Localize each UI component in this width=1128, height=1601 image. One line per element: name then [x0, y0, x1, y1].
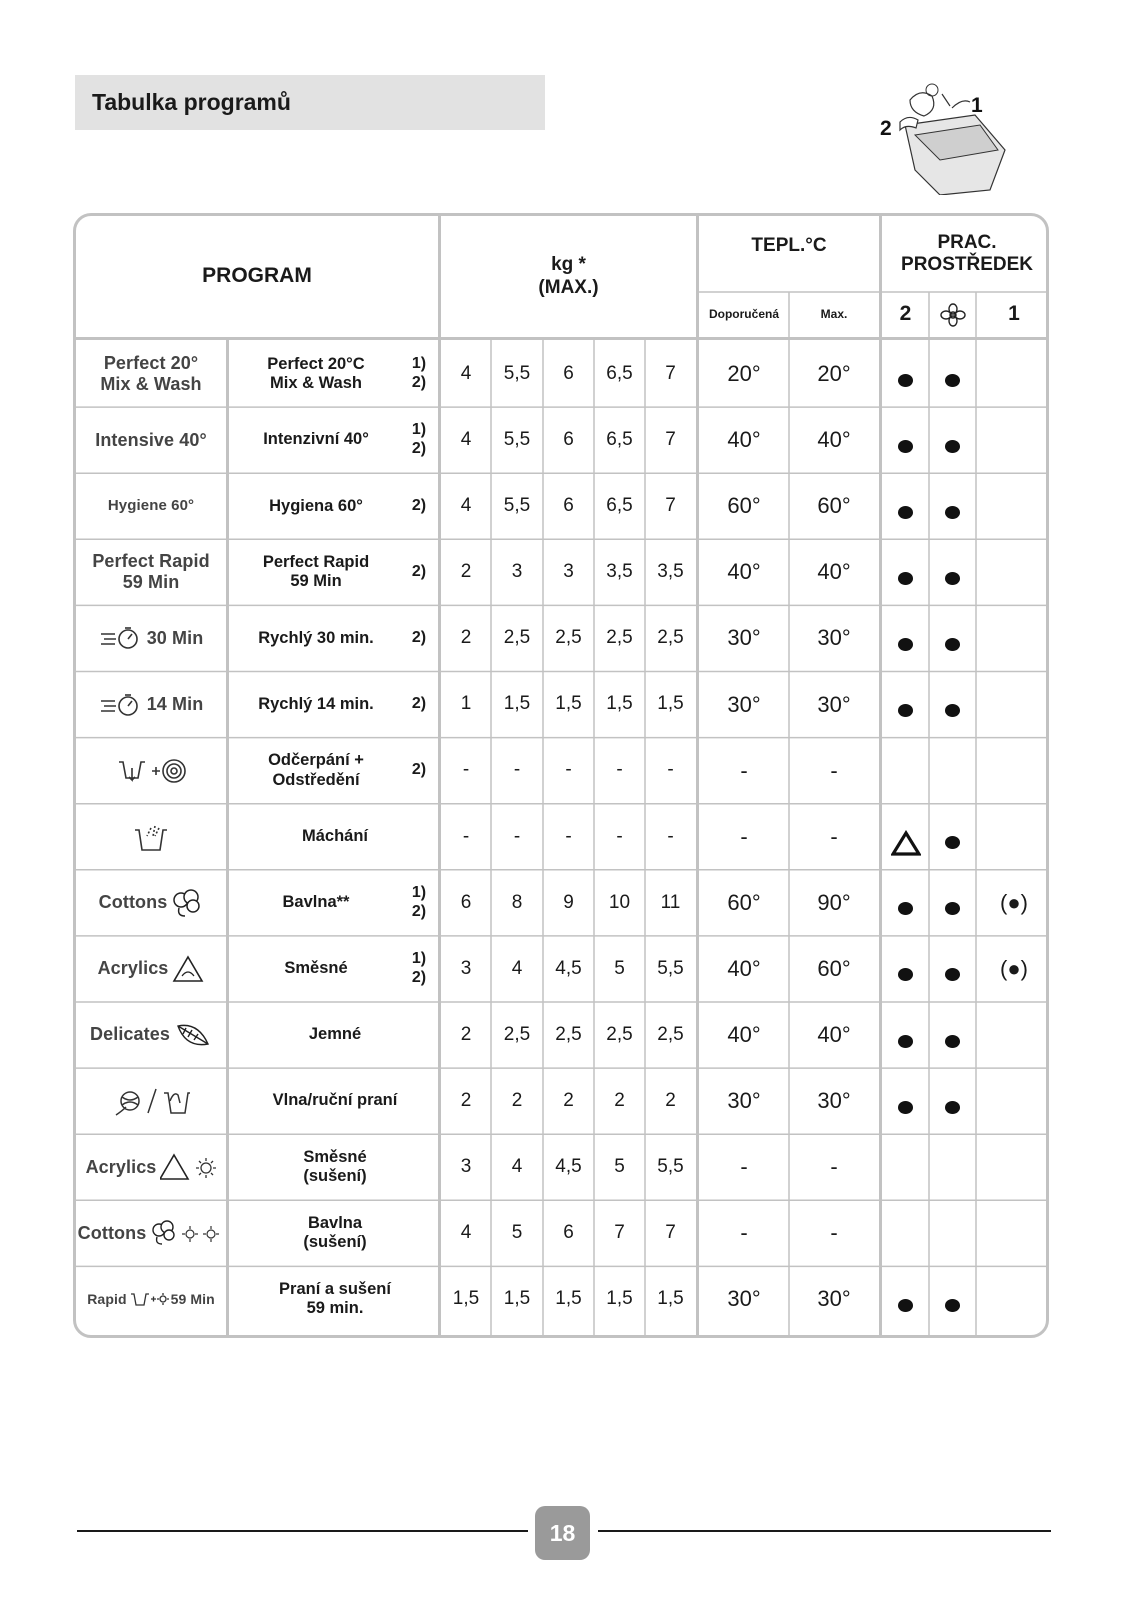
- temp-recommended: 40°: [727, 1022, 761, 1048]
- compartment-1-mark: [976, 1201, 1049, 1265]
- compartment-softener-mark: [929, 480, 976, 544]
- program-label: Acrylics: [85, 1156, 157, 1177]
- kg-value-2: 2: [511, 1089, 523, 1111]
- program-icon-label: [76, 1201, 226, 1265]
- compartment-1-mark: [976, 805, 1049, 869]
- compartment-2-mark: [882, 811, 929, 875]
- compartment-softener-mark: [929, 1141, 976, 1205]
- compartment-2-mark: [882, 1273, 929, 1337]
- rinse-icon: [131, 820, 171, 854]
- kg-value-1: -: [462, 825, 470, 847]
- temp-recommended: 60°: [727, 493, 761, 519]
- compartment-2-mark: [882, 943, 929, 1007]
- kg-value-1: 4: [460, 1222, 472, 1244]
- detergent-dot: [945, 836, 960, 849]
- program-name: Rychlý 30 min.: [258, 628, 374, 647]
- program-name: Bavlna**: [282, 893, 350, 912]
- kg-value-1: 4: [460, 362, 472, 384]
- temp-max: -: [830, 1154, 838, 1180]
- program-icon-label: [76, 606, 226, 670]
- compartment-softener-mark: [929, 348, 976, 412]
- kg-value-3: 3: [563, 561, 574, 583]
- kg-value-1: 3: [460, 957, 472, 979]
- program-label: Delicates: [90, 1024, 170, 1045]
- program-footnote: 2): [411, 629, 427, 646]
- detergent-header: PRAC. PROSTŘEDEK: [901, 231, 1033, 275]
- kg-value-4: 7: [614, 1222, 625, 1244]
- program-label-suffix: 59 Min: [170, 1291, 215, 1308]
- kg-value-4: 2,5: [606, 627, 633, 649]
- program-label: Rapid: [87, 1291, 127, 1308]
- detergent-dot: [898, 968, 913, 981]
- compartment-1-mark: (●): [1000, 889, 1028, 915]
- compartment-softener-mark: [929, 1207, 976, 1271]
- compartment-2-mark: [882, 1207, 929, 1271]
- kg-value-2: 5,5: [503, 428, 531, 450]
- kg-value-3: -: [565, 759, 572, 781]
- drain-spin-icon: [116, 754, 186, 788]
- temp-max: 40°: [817, 427, 851, 453]
- kg-value-3: -: [565, 825, 572, 847]
- compartment-1-header: 1: [1008, 302, 1020, 326]
- kg-value-2: 1,5: [503, 1288, 531, 1310]
- program-footnote: 1) 2): [411, 421, 427, 458]
- detergent-dot: [945, 902, 960, 915]
- wool-handwash-icon: [112, 1083, 190, 1119]
- temp-recommended: 40°: [727, 955, 761, 981]
- flower-icon: [939, 303, 967, 327]
- kg-value-4: 5: [614, 957, 625, 979]
- program-icon-label: Perfect 20° Mix & Wash: [100, 352, 202, 395]
- kg-value-1: 2: [460, 1089, 472, 1111]
- detergent-dot: [898, 638, 913, 651]
- kg-value-1: 2: [460, 561, 472, 583]
- compartment-softener-mark: [929, 414, 976, 478]
- kg-value-5: 7: [665, 1222, 676, 1244]
- compartment-1-mark: [976, 739, 1049, 803]
- temp-recommended: 30°: [727, 1286, 761, 1312]
- program-name: Hygiena 60°: [269, 496, 363, 515]
- program-footnote: 2): [411, 562, 427, 580]
- kg-value-5: 7: [665, 428, 676, 450]
- kg-value-4: 6,5: [606, 495, 633, 517]
- compartment-1-mark: [976, 540, 1049, 604]
- kg-value-3: 4,5: [555, 1156, 582, 1178]
- kg-value-5: 11: [660, 891, 681, 913]
- compartment-softener-mark: [929, 811, 976, 875]
- compartment-softener-mark: [929, 612, 976, 676]
- detergent-dot: [898, 1101, 913, 1114]
- compartment-2-mark: [882, 348, 929, 412]
- acrylics-dry-icon: [160, 1152, 216, 1182]
- temp-recommended: -: [740, 1220, 748, 1246]
- temp-recommended-header: Doporučená: [708, 307, 779, 322]
- kg-value-1: 3: [460, 1156, 472, 1178]
- kg-value-3: 6: [563, 1222, 574, 1244]
- compartment-1-mark: [976, 1003, 1049, 1067]
- detergent-drawer-illustration: [880, 80, 1030, 195]
- kg-value-2: 5,5: [503, 495, 531, 517]
- detergent-dot: [898, 1035, 913, 1048]
- kg-value-5: 3,5: [657, 561, 684, 583]
- program-name: Bavlna (sušení): [303, 1213, 367, 1252]
- detergent-dot: [945, 374, 960, 387]
- detergent-dot: [945, 572, 960, 585]
- program-name: Intenzivní 40°: [263, 430, 369, 449]
- compartment-1-mark: [976, 673, 1049, 737]
- program-icon-label: [76, 1267, 226, 1331]
- kg-value-1: 2: [460, 627, 472, 649]
- kg-value-5: 7: [665, 495, 676, 517]
- kg-value-4: 1,5: [606, 693, 633, 715]
- program-label: Cottons: [98, 892, 168, 913]
- temp-max: 60°: [817, 493, 851, 519]
- kg-value-3: 9: [563, 891, 574, 913]
- quick-wash-icon: [99, 625, 143, 651]
- kg-value-2: -: [513, 759, 521, 781]
- kg-value-3: 2,5: [555, 627, 582, 649]
- kg-value-2: 1,5: [503, 693, 531, 715]
- program-table: [73, 213, 1049, 1338]
- program-label: 14 Min: [146, 693, 204, 714]
- quick-wash-icon: [99, 692, 143, 718]
- program-icon-label: [76, 673, 226, 737]
- program-footnote: 2): [411, 695, 427, 713]
- kg-value-1: 1: [460, 693, 472, 715]
- program-icon-label: [76, 871, 226, 935]
- detergent-dot: [945, 1035, 960, 1048]
- kg-value-1: -: [462, 759, 470, 781]
- temp-recommended: -: [740, 823, 748, 849]
- detergent-dot: [945, 1299, 960, 1312]
- compartment-softener-mark: [929, 1273, 976, 1337]
- program-icon-label: [76, 1069, 226, 1133]
- compartment-2-mark: [882, 1141, 929, 1205]
- kg-value-2: -: [513, 825, 521, 847]
- compartment-1-mark: [976, 1267, 1049, 1331]
- detergent-dot: [945, 968, 960, 981]
- temp-recommended: 30°: [727, 625, 761, 651]
- footer-rule-right: [598, 1530, 1051, 1532]
- kg-value-4: 5: [614, 1156, 625, 1178]
- program-name: Praní a sušení 59 min.: [279, 1279, 391, 1318]
- detergent-dot: [898, 902, 913, 915]
- program-header: PROGRAM: [202, 264, 312, 288]
- program-icon-label: [76, 937, 226, 1001]
- program-label: Acrylics: [97, 958, 169, 979]
- kg-value-4: 1,5: [606, 1288, 633, 1310]
- temp-recommended: 30°: [727, 1088, 761, 1114]
- compartment-softener-mark: [929, 546, 976, 610]
- wash-dry-icon: [129, 1289, 169, 1309]
- compartment-2-mark: [882, 1009, 929, 1073]
- kg-value-1: 1,5: [452, 1288, 480, 1310]
- compartment-softener-header: [929, 292, 976, 337]
- program-icon-label: Hygiene 60°: [107, 497, 195, 515]
- compartment-1-mark: [976, 1069, 1049, 1133]
- compartment-1-mark: [976, 606, 1049, 670]
- temperature-header: TEPL.°C: [751, 234, 827, 256]
- compartment-1-mark: [976, 474, 1049, 538]
- program-name: Rychlý 14 min.: [258, 694, 374, 713]
- kg-value-4: 10: [608, 891, 631, 913]
- program-label: 30 Min: [146, 627, 204, 648]
- kg-value-3: 2,5: [555, 1023, 582, 1045]
- temp-max-header: Max.: [820, 307, 848, 322]
- temp-recommended: -: [740, 757, 748, 783]
- program-footnote: 2): [411, 761, 427, 779]
- program-footnote: 1) 2): [411, 950, 427, 986]
- compartment-2-mark: [882, 612, 929, 676]
- kg-max-header: kg * (MAX.): [538, 254, 599, 298]
- temp-recommended: 40°: [727, 559, 761, 585]
- detergent-dot: [898, 440, 913, 453]
- kg-value-3: 1,5: [555, 693, 582, 715]
- program-icon-label: [76, 805, 226, 869]
- program-name: Perfect 20°C Mix & Wash: [267, 354, 365, 393]
- kg-value-4: -: [616, 825, 623, 847]
- kg-value-2: 2,5: [503, 627, 531, 649]
- program-name: Směsné (sušení): [303, 1147, 367, 1186]
- kg-value-1: 2: [460, 1023, 472, 1045]
- program-name: Odčerpání + Odstředění: [268, 751, 364, 789]
- detergent-dot: [898, 374, 913, 387]
- kg-value-5: 5,5: [657, 1156, 684, 1178]
- kg-value-2: 2,5: [503, 1023, 531, 1045]
- detergent-dot: [945, 638, 960, 651]
- detergent-dot: [945, 506, 960, 519]
- kg-value-3: 2: [563, 1089, 574, 1111]
- compartment-2-mark: [882, 877, 929, 941]
- compartment-softener-mark: [929, 1075, 976, 1139]
- temp-max: 30°: [817, 1286, 851, 1312]
- detergent-dot: [898, 572, 913, 585]
- detergent-dot: [898, 506, 913, 519]
- temp-max: 90°: [817, 889, 851, 915]
- kg-value-1: 4: [460, 428, 472, 450]
- kg-value-2: 8: [511, 891, 523, 913]
- kg-value-2: 4: [511, 957, 523, 979]
- temp-recommended: 40°: [727, 427, 761, 453]
- kg-value-3: 1,5: [555, 1288, 582, 1310]
- kg-value-3: 6: [563, 362, 574, 384]
- feather-icon: [174, 1020, 212, 1050]
- drawer-label-1: 1: [971, 94, 983, 117]
- compartment-softener-mark: [929, 679, 976, 743]
- program-name: Vlna/ruční praní: [272, 1091, 398, 1110]
- kg-value-3: 6: [563, 428, 574, 450]
- kg-value-1: 4: [460, 495, 472, 517]
- compartment-1-mark: (●): [1000, 955, 1028, 981]
- kg-value-5: 2: [665, 1089, 676, 1111]
- program-icon-label: [76, 739, 226, 803]
- compartment-softener-mark: [929, 877, 976, 941]
- temp-recommended: 30°: [727, 691, 761, 717]
- compartment-2-mark: [882, 414, 929, 478]
- page-title: Tabulka programů: [92, 89, 291, 115]
- detergent-dot: [945, 1101, 960, 1114]
- temp-max: 40°: [817, 1022, 851, 1048]
- compartment-2-header: 2: [899, 302, 912, 326]
- kg-value-2: 4: [511, 1156, 523, 1178]
- compartment-2-mark: [882, 1075, 929, 1139]
- footer-rule-left: [77, 1530, 528, 1532]
- kg-value-3: 4,5: [555, 957, 582, 979]
- detergent-dot: [898, 704, 913, 717]
- program-name: Jemné: [308, 1025, 362, 1044]
- program-icon-label: Perfect Rapid 59 Min: [92, 551, 210, 593]
- temp-max: -: [830, 1220, 838, 1246]
- detergent-drawer-icon: [880, 80, 1030, 195]
- program-icon-label: Intensive 40°: [95, 429, 207, 450]
- program-name: Máchání: [301, 827, 369, 845]
- kg-value-5: -: [667, 825, 674, 847]
- kg-value-2: 5,5: [503, 362, 531, 384]
- temp-max: -: [830, 823, 838, 849]
- kg-value-4: 3,5: [606, 561, 633, 583]
- kg-value-2: 3: [511, 561, 523, 583]
- temp-max: 40°: [817, 559, 851, 585]
- kg-value-5: 1,5: [657, 693, 684, 715]
- compartment-1-mark: [976, 1135, 1049, 1199]
- compartment-2-mark: [882, 480, 929, 544]
- program-icon-label: [76, 1003, 226, 1067]
- program-footnote: 1) 2): [411, 355, 427, 392]
- temp-recommended: 60°: [727, 889, 761, 915]
- program-footnote: 2): [411, 496, 427, 514]
- kg-value-5: -: [667, 759, 674, 781]
- acrylics-icon: [172, 954, 204, 984]
- program-name: Směsné: [284, 959, 348, 978]
- cotton-icon: [171, 888, 203, 918]
- detergent-dot: [898, 1299, 913, 1312]
- temp-max: 30°: [817, 625, 851, 651]
- compartment-2-mark: [882, 745, 929, 809]
- kg-value-3: 6: [563, 495, 574, 517]
- compartment-softener-mark: [929, 1009, 976, 1073]
- compartment-2-mark: [882, 546, 929, 610]
- kg-value-5: 7: [665, 362, 676, 384]
- kg-value-4: 6,5: [606, 428, 633, 450]
- kg-value-2: 5: [511, 1222, 523, 1244]
- kg-value-5: 2,5: [657, 1023, 684, 1045]
- program-label: Cottons: [77, 1222, 147, 1243]
- detergent-triangle-icon: [891, 830, 921, 856]
- cotton-dry-icon: [150, 1218, 224, 1248]
- temp-max: -: [830, 757, 838, 783]
- kg-value-5: 2,5: [657, 627, 684, 649]
- kg-value-4: 2,5: [606, 1023, 633, 1045]
- kg-value-5: 1,5: [657, 1288, 684, 1310]
- temp-max: 60°: [817, 955, 851, 981]
- program-name: Perfect Rapid 59 Min: [262, 552, 370, 591]
- title-bar: [75, 75, 545, 130]
- kg-value-4: -: [616, 759, 623, 781]
- temp-recommended: -: [740, 1154, 748, 1180]
- detergent-dot: [945, 704, 960, 717]
- drawer-label-2: 2: [880, 117, 892, 140]
- kg-value-4: 2: [614, 1089, 625, 1111]
- temp-max: 20°: [817, 361, 851, 387]
- compartment-softener-mark: [929, 745, 976, 809]
- program-footnote: 1) 2): [411, 883, 427, 920]
- compartment-1-mark: [976, 342, 1049, 406]
- compartment-softener-mark: [929, 943, 976, 1007]
- temp-max: 30°: [817, 691, 851, 717]
- temp-max: 30°: [817, 1088, 851, 1114]
- temp-recommended: 20°: [727, 361, 761, 387]
- detergent-dot: [945, 440, 960, 453]
- page-number: 18: [535, 1506, 590, 1560]
- kg-value-4: 6,5: [606, 362, 633, 384]
- kg-value-1: 6: [460, 891, 472, 913]
- program-icon-label: [76, 1135, 226, 1199]
- compartment-1-mark: [976, 408, 1049, 472]
- kg-value-5: 5,5: [657, 957, 684, 979]
- compartment-2-mark: [882, 679, 929, 743]
